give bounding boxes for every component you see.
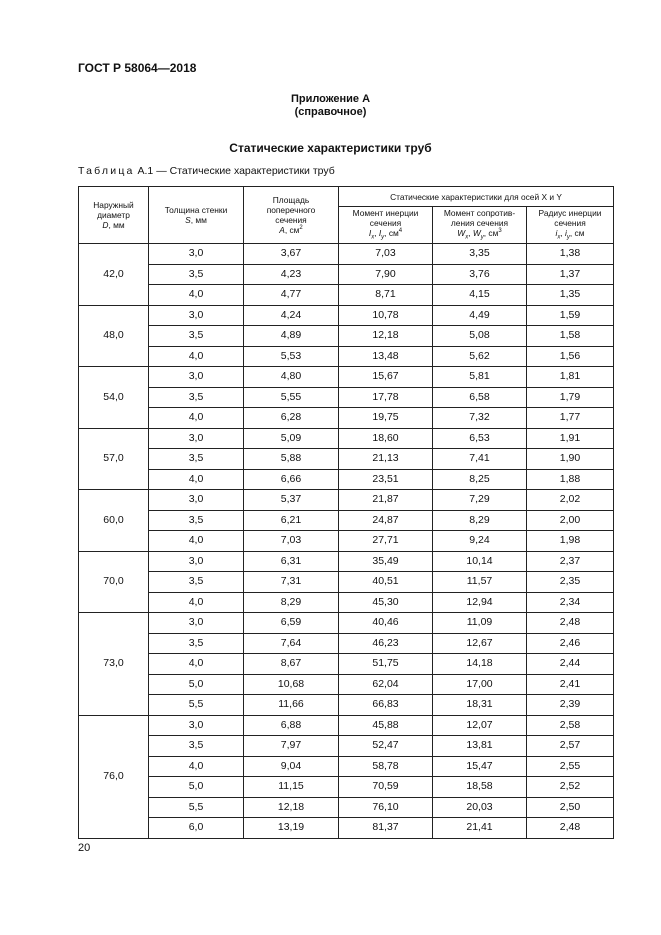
header-radius-of-gyration: Радиус инерции сечения $i_x$, $i_y$, см — [527, 207, 614, 244]
area-cell: 3,67 — [244, 244, 339, 265]
wall-thickness-cell: 3,0 — [149, 244, 244, 265]
wall-thickness-cell: 3,0 — [149, 715, 244, 736]
modulus-cell: 8,25 — [433, 469, 527, 490]
inertia-cell: 21,87 — [339, 490, 433, 511]
table-row — [79, 326, 614, 347]
radius-cell: 2,58 — [527, 715, 614, 736]
area-cell: 4,24 — [244, 305, 339, 326]
radius-cell: 2,34 — [527, 592, 614, 613]
area-cell: 7,03 — [244, 531, 339, 552]
inertia-cell: 46,23 — [339, 633, 433, 654]
appendix-subtitle: (справочное) — [294, 106, 367, 118]
modulus-cell: 7,41 — [433, 449, 527, 470]
radius-cell: 2,02 — [527, 490, 614, 511]
modulus-cell: 13,81 — [433, 736, 527, 757]
wall-thickness-cell: 3,5 — [149, 572, 244, 593]
area-cell: 12,18 — [244, 797, 339, 818]
table-body — [79, 244, 614, 839]
wall-thickness-cell: 4,0 — [149, 346, 244, 367]
area-cell: 6,28 — [244, 408, 339, 429]
wall-thickness-cell: 4,0 — [149, 654, 244, 675]
radius-cell: 1,77 — [527, 408, 614, 429]
radius-cell: 2,00 — [527, 510, 614, 531]
wall-thickness-cell: 3,5 — [149, 736, 244, 757]
table-row — [79, 285, 614, 306]
wall-thickness-cell: 4,0 — [149, 531, 244, 552]
inertia-cell: 45,30 — [339, 592, 433, 613]
table-row — [79, 654, 614, 675]
radius-cell: 2,39 — [527, 695, 614, 716]
radius-cell: 2,46 — [527, 633, 614, 654]
modulus-cell: 18,31 — [433, 695, 527, 716]
radius-cell: 2,48 — [527, 818, 614, 839]
section-title: Статические характеристики труб — [229, 141, 432, 155]
outer-diameter-cell: 48,0 — [79, 305, 149, 367]
area-cell: 6,66 — [244, 469, 339, 490]
wall-thickness-cell: 3,0 — [149, 613, 244, 634]
area-cell: 8,29 — [244, 592, 339, 613]
area-cell: 4,89 — [244, 326, 339, 347]
area-cell: 4,23 — [244, 264, 339, 285]
table-row — [79, 346, 614, 367]
table-row — [79, 408, 614, 429]
modulus-cell: 5,08 — [433, 326, 527, 347]
area-cell: 11,66 — [244, 695, 339, 716]
radius-cell: 2,35 — [527, 572, 614, 593]
radius-cell: 1,81 — [527, 367, 614, 388]
modulus-cell: 6,53 — [433, 428, 527, 449]
table-row — [79, 387, 614, 408]
modulus-cell: 21,41 — [433, 818, 527, 839]
wall-thickness-cell: 6,0 — [149, 818, 244, 839]
modulus-cell: 10,14 — [433, 551, 527, 572]
page-number: 20 — [78, 842, 91, 854]
wall-thickness-cell: 3,5 — [149, 326, 244, 347]
inertia-cell: 76,10 — [339, 797, 433, 818]
wall-thickness-cell: 3,0 — [149, 490, 244, 511]
outer-diameter-cell: 73,0 — [79, 613, 149, 716]
inertia-cell: 58,78 — [339, 756, 433, 777]
inertia-cell: 10,78 — [339, 305, 433, 326]
radius-cell: 1,91 — [527, 428, 614, 449]
table-row — [79, 510, 614, 531]
inertia-cell: 66,83 — [339, 695, 433, 716]
area-cell: 10,68 — [244, 674, 339, 695]
area-cell: 5,53 — [244, 346, 339, 367]
modulus-cell: 5,62 — [433, 346, 527, 367]
area-cell: 6,21 — [244, 510, 339, 531]
table-row — [79, 531, 614, 552]
modulus-cell: 12,94 — [433, 592, 527, 613]
inertia-cell: 18,60 — [339, 428, 433, 449]
modulus-cell: 3,76 — [433, 264, 527, 285]
radius-cell: 1,90 — [527, 449, 614, 470]
table-row — [79, 469, 614, 490]
modulus-cell: 3,35 — [433, 244, 527, 265]
modulus-cell: 7,32 — [433, 408, 527, 429]
area-cell: 6,88 — [244, 715, 339, 736]
table-row — [79, 244, 614, 265]
radius-cell: 2,37 — [527, 551, 614, 572]
modulus-cell: 9,24 — [433, 531, 527, 552]
modulus-cell: 14,18 — [433, 654, 527, 675]
area-cell: 4,80 — [244, 367, 339, 388]
modulus-cell: 8,29 — [433, 510, 527, 531]
header-cross-section-area: Площадь поперечного сечения A, $см^2$ — [244, 187, 339, 244]
table-caption-number: А.1 — [137, 165, 154, 177]
radius-cell: 1,38 — [527, 244, 614, 265]
outer-diameter-cell: 54,0 — [79, 367, 149, 429]
area-cell: 6,31 — [244, 551, 339, 572]
modulus-cell: 18,58 — [433, 777, 527, 798]
radius-cell: 1,98 — [527, 531, 614, 552]
table-row — [79, 367, 614, 388]
wall-thickness-cell: 4,0 — [149, 408, 244, 429]
wall-thickness-cell: 3,5 — [149, 510, 244, 531]
modulus-cell: 12,67 — [433, 633, 527, 654]
radius-cell: 1,56 — [527, 346, 614, 367]
wall-thickness-cell: 3,5 — [149, 387, 244, 408]
wall-thickness-cell: 4,0 — [149, 469, 244, 490]
wall-thickness-cell: 5,5 — [149, 797, 244, 818]
table-row — [79, 490, 614, 511]
wall-thickness-cell: 3,0 — [149, 428, 244, 449]
inertia-cell: 81,37 — [339, 818, 433, 839]
inertia-cell: 17,78 — [339, 387, 433, 408]
inertia-cell: 12,18 — [339, 326, 433, 347]
inertia-cell: 40,51 — [339, 572, 433, 593]
radius-cell: 1,35 — [527, 285, 614, 306]
wall-thickness-cell: 3,5 — [149, 633, 244, 654]
appendix-title: Приложение А — [290, 93, 371, 105]
wall-thickness-cell: 4,0 — [149, 285, 244, 306]
header-wall-thickness: Толщина стенки S, мм — [149, 187, 244, 244]
table-row — [79, 818, 614, 839]
outer-diameter-cell: 70,0 — [79, 551, 149, 613]
inertia-cell: 45,88 — [339, 715, 433, 736]
table-caption — [78, 165, 335, 177]
modulus-cell: 17,00 — [433, 674, 527, 695]
inertia-cell: 52,47 — [339, 736, 433, 757]
radius-cell: 1,79 — [527, 387, 614, 408]
area-cell: 5,09 — [244, 428, 339, 449]
radius-cell: 1,59 — [527, 305, 614, 326]
table-row — [79, 797, 614, 818]
modulus-cell: 5,81 — [433, 367, 527, 388]
modulus-cell: 12,07 — [433, 715, 527, 736]
area-cell: 8,67 — [244, 654, 339, 675]
characteristics-table — [78, 186, 614, 839]
inertia-cell: 15,67 — [339, 367, 433, 388]
wall-thickness-cell: 3,0 — [149, 367, 244, 388]
radius-cell: 1,88 — [527, 469, 614, 490]
inertia-cell: 21,13 — [339, 449, 433, 470]
radius-cell: 2,50 — [527, 797, 614, 818]
modulus-cell: 11,57 — [433, 572, 527, 593]
inertia-cell: 24,87 — [339, 510, 433, 531]
inertia-cell: 7,90 — [339, 264, 433, 285]
characteristics-table-wrapper — [78, 186, 613, 839]
outer-diameter-cell: 42,0 — [79, 244, 149, 306]
header-moment-of-inertia: Момент инерции сечения $I_x$, $I_y$, $см^4$ — [339, 207, 433, 244]
table-row — [79, 736, 614, 757]
area-cell: 5,37 — [244, 490, 339, 511]
inertia-cell: 8,71 — [339, 285, 433, 306]
inertia-cell: 62,04 — [339, 674, 433, 695]
wall-thickness-cell: 3,0 — [149, 551, 244, 572]
table-row — [79, 756, 614, 777]
table-row — [79, 572, 614, 593]
area-cell: 5,88 — [244, 449, 339, 470]
area-cell: 11,15 — [244, 777, 339, 798]
document-code: ГОСТ Р 58064—2018 — [78, 61, 197, 75]
area-cell: 6,59 — [244, 613, 339, 634]
table-row — [79, 449, 614, 470]
area-cell: 4,77 — [244, 285, 339, 306]
inertia-cell: 40,46 — [339, 613, 433, 634]
table-row — [79, 777, 614, 798]
inertia-cell: 51,75 — [339, 654, 433, 675]
radius-cell: 2,41 — [527, 674, 614, 695]
area-cell: 7,31 — [244, 572, 339, 593]
modulus-cell: 11,09 — [433, 613, 527, 634]
wall-thickness-cell: 4,0 — [149, 592, 244, 613]
radius-cell: 2,44 — [527, 654, 614, 675]
table-row — [79, 305, 614, 326]
inertia-cell: 70,59 — [339, 777, 433, 798]
table-row — [79, 695, 614, 716]
radius-cell: 2,55 — [527, 756, 614, 777]
table-row — [79, 592, 614, 613]
wall-thickness-cell: 3,0 — [149, 305, 244, 326]
table-row — [79, 264, 614, 285]
inertia-cell: 23,51 — [339, 469, 433, 490]
inertia-cell: 27,71 — [339, 531, 433, 552]
inertia-cell: 7,03 — [339, 244, 433, 265]
wall-thickness-cell: 5,5 — [149, 695, 244, 716]
wall-thickness-cell: 3,5 — [149, 264, 244, 285]
radius-cell: 1,37 — [527, 264, 614, 285]
table-row — [79, 613, 614, 634]
table-caption-prefix: Таблица — [78, 165, 135, 177]
header-section-modulus: Момент сопротив- ления сечения $W_x$, $W_y$, $см^3$ — [433, 207, 527, 244]
wall-thickness-cell: 5,0 — [149, 777, 244, 798]
area-cell: 7,64 — [244, 633, 339, 654]
area-cell: 9,04 — [244, 756, 339, 777]
area-cell: 13,19 — [244, 818, 339, 839]
header-static-characteristics-group: Статические характеристики для осей X и Y — [339, 187, 614, 207]
table-row — [79, 551, 614, 572]
outer-diameter-cell: 60,0 — [79, 490, 149, 552]
wall-thickness-cell: 3,5 — [149, 449, 244, 470]
outer-diameter-cell: 57,0 — [79, 428, 149, 490]
area-cell: 5,55 — [244, 387, 339, 408]
modulus-cell: 4,15 — [433, 285, 527, 306]
radius-cell: 2,57 — [527, 736, 614, 757]
modulus-cell: 4,49 — [433, 305, 527, 326]
table-caption-text: — Статические характеристики труб — [156, 165, 335, 177]
inertia-cell: 13,48 — [339, 346, 433, 367]
wall-thickness-cell: 5,0 — [149, 674, 244, 695]
inertia-cell: 35,49 — [339, 551, 433, 572]
radius-cell: 2,52 — [527, 777, 614, 798]
table-row — [79, 674, 614, 695]
table-row — [79, 428, 614, 449]
radius-cell: 1,58 — [527, 326, 614, 347]
outer-diameter-cell: 76,0 — [79, 715, 149, 838]
area-cell: 7,97 — [244, 736, 339, 757]
modulus-cell: 7,29 — [433, 490, 527, 511]
table-row — [79, 633, 614, 654]
modulus-cell: 15,47 — [433, 756, 527, 777]
inertia-cell: 19,75 — [339, 408, 433, 429]
modulus-cell: 20,03 — [433, 797, 527, 818]
radius-cell: 2,48 — [527, 613, 614, 634]
header-outer-diameter: Наружный диаметр D, мм — [79, 187, 149, 244]
modulus-cell: 6,58 — [433, 387, 527, 408]
wall-thickness-cell: 4,0 — [149, 756, 244, 777]
table-row — [79, 715, 614, 736]
